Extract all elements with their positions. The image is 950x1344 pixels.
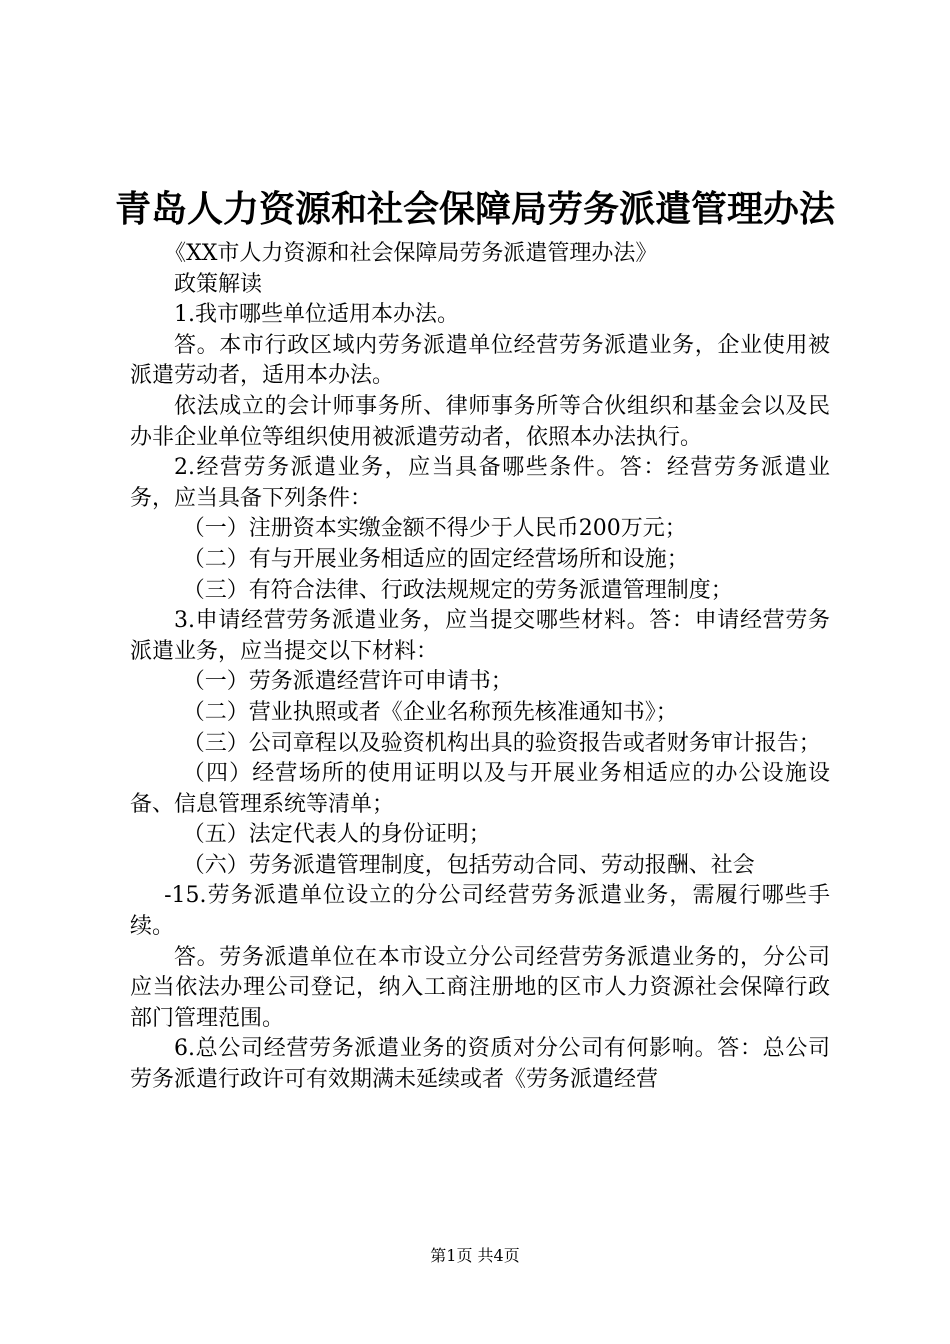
paragraph-q6: 6.总公司经营劳务派遣业务的资质对分公司有何影响。答：总公司劳务派遣行政许可有效期满未延续或者《劳务派遣经营 — [130, 1036, 830, 1093]
paragraph-q2-item-3: （三）有符合法律、行政法规规定的劳务派遣管理制度； — [182, 577, 733, 603]
paragraph-q2: 2.经营劳务派遣业务，应当具备哪些条件。答：经营劳务派遣业务，应当具备下列条件： — [130, 455, 830, 511]
paragraph-heading: 政策解读 — [174, 271, 263, 297]
paragraph-q3-item-4: （四）经营场所的使用证明以及与开展业务相适应的办公设施设备、信息管理系统等清单； — [130, 761, 830, 817]
paragraph-law-name: 《XX市人力资源和社会保障局劳务派遣管理办法》 — [164, 241, 658, 266]
paragraph-q3: 3.申请经营劳务派遣业务，应当提交哪些材料。答：申请经营劳务派遣业务，应当提交以下材料： — [130, 608, 830, 664]
paragraph-q3-item-2: （二）营业执照或者《企业名称预先核准通知书》； — [182, 699, 678, 725]
document-title: 青岛人力资源和社会保障局劳务派遣管理办法 — [114, 188, 835, 230]
document-body — [130, 239, 830, 1096]
paragraph-a5: 答。劳务派遣单位在本市设立分公司经营劳务派遣业务的，分公司应当依法办理公司登记，纳入工商注册地的区市人力资源社会保障行政部门管理范围。 — [130, 944, 830, 1031]
paragraph-q3-item-3: （三）公司章程以及验资机构出具的验资报告或者财务审计报告； — [182, 730, 821, 756]
paragraph-a1: 答。本市行政区域内劳务派遣单位经营劳务派遣业务，企业使用被派遣劳动者，适用本办法。 — [130, 332, 830, 389]
paragraph-q3-item-5: （五）法定代表人的身份证明； — [182, 822, 491, 848]
paragraph-q2-item-2: （二）有与开展业务相适应的固定经营场所和设施； — [182, 546, 689, 572]
paragraph-q5: -15.劳务派遣单位设立的分公司经营劳务派遣业务，需履行哪些手续。 — [130, 883, 830, 940]
paragraph-q3-item-6: （六）劳务派遣管理制度，包括劳动合同、劳动报酬、社会 — [182, 852, 755, 878]
paragraph-q3-item-1: （一）劳务派遣经营许可申请书； — [182, 669, 513, 695]
page-number: 第1页 共4页 — [430, 1246, 520, 1265]
paragraph-q2-item-1: （一）注册资本实缴金额不得少于人民币200万元； — [182, 516, 687, 542]
paragraph-a1-extra: 依法成立的会计师事务所、律师事务所等合伙组织和基金会以及民办非企业单位等组织使用被派遣劳动者，依照本办法执行。 — [130, 393, 830, 450]
paragraph-q1: 1.我市哪些单位适用本办法。 — [174, 302, 459, 328]
